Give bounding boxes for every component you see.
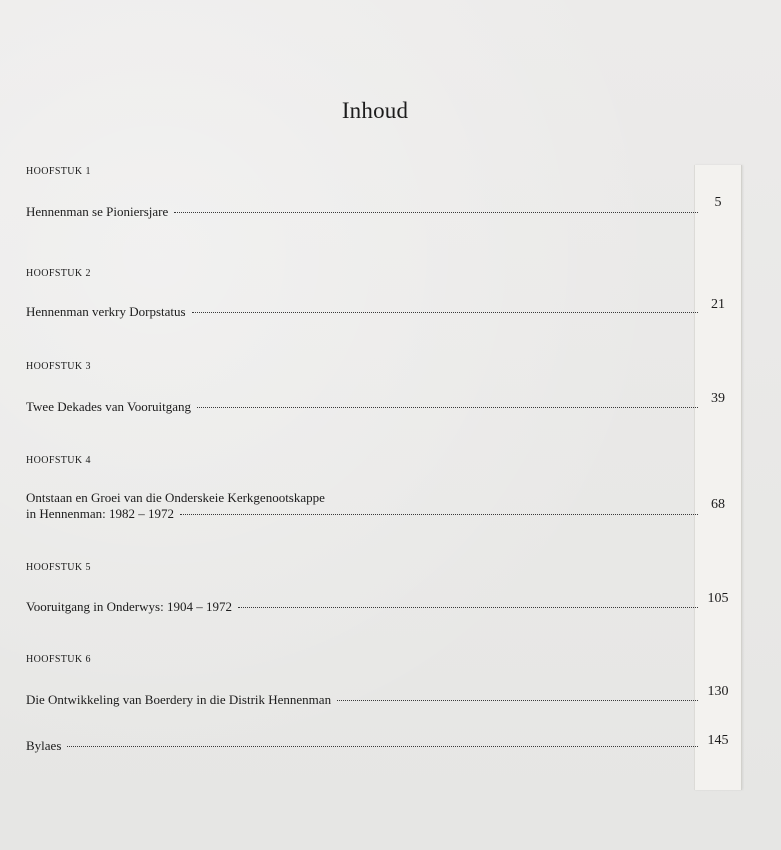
page-number: 145: [707, 733, 729, 748]
toc-entry-line: [26, 204, 698, 220]
toc-entry: [26, 692, 698, 708]
page-number: 68: [711, 497, 725, 512]
dot-leader: [174, 212, 698, 213]
toc-entry: [26, 304, 698, 320]
toc-entry: [26, 490, 698, 522]
chapter-label: HOOFSTUK 5: [26, 562, 91, 573]
dot-leader: [180, 514, 698, 515]
chapter-title: Ontstaan en Groei van die Onderskeie Kerkgenootskappe: [26, 490, 325, 505]
toc-entry: [26, 399, 698, 415]
toc-entry-line: [26, 692, 698, 708]
page-number: 130: [707, 684, 729, 699]
page-number: 105: [707, 591, 729, 606]
chapter-title: Die Ontwikkeling van Boerdery in die Distrik Hennenman: [26, 692, 332, 707]
chapter-label: HOOFSTUK 1: [26, 166, 91, 177]
chapter-label: HOOFSTUK 3: [26, 361, 91, 372]
appendix-title: Bylaes: [26, 738, 62, 753]
chapter-label: HOOFSTUK 2: [26, 268, 91, 279]
dot-leader: [67, 746, 698, 747]
chapter-title: Vooruitgang in Onderwys: 1904 – 1972: [26, 599, 232, 614]
chapter-title: Hennenman verkry Dorpstatus: [26, 304, 186, 319]
page-number: 21: [711, 297, 725, 312]
chapter-title: Hennenman se Pioniersjare: [26, 204, 169, 219]
toc-entry-line: [26, 506, 698, 522]
dot-leader: [197, 407, 698, 408]
page-number: 39: [711, 391, 725, 406]
dot-leader: [192, 312, 698, 313]
page-title: Inhoud: [341, 98, 409, 123]
toc-entry-line: [26, 738, 698, 754]
toc-entry-line: [26, 599, 698, 615]
page-number: 5: [714, 195, 722, 210]
toc-entry-line: [26, 304, 698, 320]
chapter-label: HOOFSTUK 6: [26, 654, 91, 665]
chapter-label: HOOFSTUK 4: [26, 455, 91, 466]
toc-entry: [26, 599, 698, 615]
dot-leader: [337, 700, 698, 701]
toc-entry-line: [26, 399, 698, 415]
chapter-title-continued: in Hennenman: 1982 – 1972: [26, 506, 175, 521]
toc-entry: [26, 204, 698, 220]
toc-entry: [26, 738, 698, 754]
chapter-title: Twee Dekades van Vooruitgang: [26, 399, 192, 414]
dot-leader: [238, 607, 698, 608]
